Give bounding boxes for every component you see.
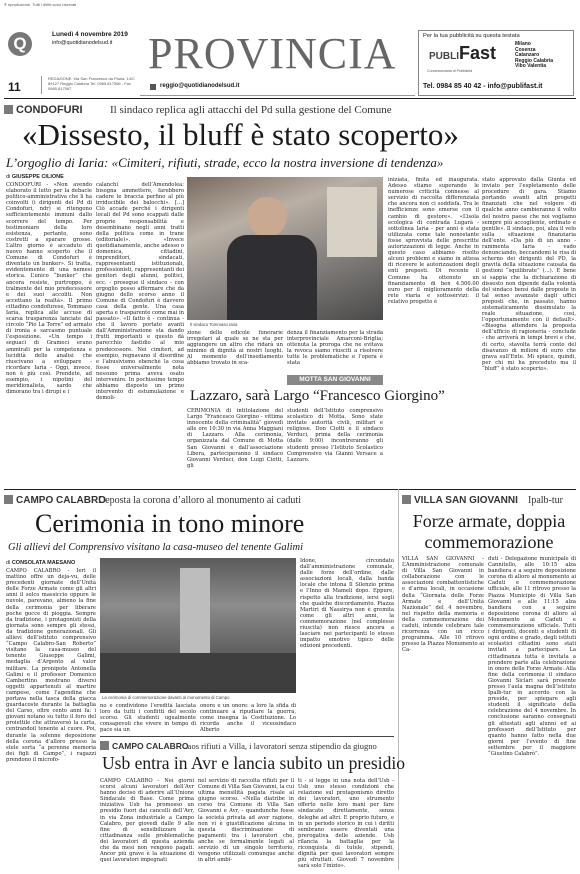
forze-col-2: duti - Delegazione municipale di Cannitello, alle 10:15 alza bandiera e a seguire deposizione corona di alloro al monumento ai Caduti e commemorazione ufficiale, alle 11 ritrovo presso la Piazza Municipio di Villa San Giovanni e alle 11:15 alza bandiera con a seguire deposizione corona di alloro al Monumento ai Caduti e commemorazione ufficiale. Tutti i dirigenti, docenti e studenti di ogni ordine e grado, degli istituti scolastici cittadini sono stati invitati a partecipare. La cittadinanza tutta è invitata a prendere parte alla celebrazione in onore delle Forze Armate. Alla fine della cerimonia il sindaco Giovanni Siclari sarà presente presso l’aula magna dell’istituto Ipalb-tur in accordo con la preside, per spiegare agli studenti il significato della celebrazione del 4 novembre. In conclusione saranno consegnati gli attestati agli alunni ed ai professori dell’Istituto per quanto hanno fatto nella due giorni per l’evento di fine settembre per il maggiore “Giustino Calabrò”.	[488, 556, 576, 757]
main-headline: «Dissesto, il bluff è stato scoperto»	[22, 117, 459, 152]
avr-kicker-text: Caos rifiuti a Villa, i lavoratori senza stipendio da giugno	[182, 741, 377, 751]
copyright-note: ® riproduzione. Tutti i diritti sono riservati	[4, 2, 77, 7]
section-rule	[4, 98, 576, 99]
mayor-photo-caption: Il sindaco Tommaso Iaria	[190, 322, 238, 327]
newspaper-logo-icon: Q	[8, 32, 32, 56]
section-rule-2	[4, 489, 576, 490]
photo-suit	[227, 235, 317, 320]
advert-phone[interactable]: Tel. 0984 85 40 42 - info@publifast.it	[423, 83, 543, 90]
main-col-2: calanchi dell’Amendolea: bisogna ammettere, farebbero cadere le braccia perfino al più irriducibile dei balocchi». [...] Ciò accade perché i dirigenti locali del Pd sono scappati dalle proprie responsabilità e desembinano negli anni tratti della politica come in trane (editoriale)». «Invece quotidianamente, anche adesso o domenica, cittadini, imprenditori, sindacati, rappresentanti istituzionali, professionisti, rappresentanti dei genitori degli alunni, politici, ecc. - prosegue il sindaco - con orgoglio posso affermare che da giugno dello scorso anno il Comune di Condofuri è davvero casa della gente. Una casa aperta e trasparente come mai in passato». «Il fatto è - continua - che il lavoro portato avanti dall’Amministrazione sta dando frutti importanti e questo dà parecchio fastidio al mio predecessore. Nei cimiteri, ad esempio, regnavano il disordine e l’abusivismo ebenchè la cosa fosse universalmente nota nessuno prima aveva osato intervenire. In pochissimo tempo abbiamo disposto un primo intervento di estumulazione e demoli-	[96, 182, 184, 402]
kicker-square-icon	[402, 495, 411, 504]
email-icon	[150, 84, 156, 90]
cerimonia-subhead: Gli allievi del Comprensivo visitano la casa-museo del tenente Galimi	[8, 542, 304, 553]
main-kicker: CONDOFURI	[4, 104, 83, 116]
forze-kicker-text: Ipalb-tur	[528, 495, 563, 506]
ceremony-photo	[100, 558, 296, 693]
page-number: 11	[8, 80, 21, 94]
kicker-square-icon	[4, 495, 13, 504]
ceremony-photo-caption: La cerimonia di commemorazione davanti al monumento di Campo	[102, 695, 230, 700]
avr-col-1: CAMPO CALABRO - Nei giorni scorsi alcuni lavoratori dell’Avr hanno deciso di aderire all’Unione Sindacale di Base. Come prima iniziativa Usb ha promosso un presidio fuori dai cancelli dell’Avr, in via Zona industriale a Campo Calabro, per giovedì dalle 9 alle fine di sensibilizzare la cittadinanza sulle problematiche dei lavoratori di questa azienda che da mesi non vengono pagati. Ancor più grave è la situazione di quei lavoratori impegnati	[100, 778, 194, 864]
main-col-3: zione delle edicole funerarie irregolari al quale se ne sta per aggiungere un altro che ridarà un minimo di dignità ai nostri luoghi. Al momento dell’insediamento abbiamo trovato in sca-	[187, 330, 283, 367]
main-col-5: iniziata, finita ed inaugurata. Adesso stiamo superando le numerose criticità connesse al servizio di raccolta differenziata che ancora non ci soddisfa. Tra le inefficienze sono emerse con il cambio di gestore». «L’isola ecologica di contrada Lugarà - sottolinea Iaria - per anni è stata utilizzata come tale nonostante fosse sprovvista delle prescritte autorizzazioni di legge. Anche in questo caso abbiamo risolto alcuni problemi e siamo in attesa di ricevere le autorizzazioni degli enti preposti. Di recente il Comune ha ottenuto un finanziamento di ben 4.500.00 euro per il miglioramento della rete viaria e sottoservizi: il relativo progetto è	[388, 177, 479, 305]
cerimonia-headline: Cerimonia in tono minore	[35, 509, 305, 538]
avr-headline: Usb entra in Avr e lancia subito un presidio	[102, 753, 405, 773]
cerimonia-col-2: no e condividono l’eredità lasciata loro da tutti i conflitti del secolo scorso. Gli studenti ugualmente consapevoli che vivere in tempo di pace sia un	[100, 703, 196, 733]
cerimonia-byline: di CONSOLATA MAESANO	[6, 560, 76, 566]
advert-cities: Milano Cosenza Catanzaro Reggio Calabria Vibo Valentia	[515, 41, 554, 70]
section-rule-3	[100, 736, 394, 737]
photo-monument	[180, 568, 210, 658]
advert-brand: PUBLIFast	[429, 43, 497, 63]
cerimonia-col-3: onore e un onore: a loro la sfida di continuare a ripudiare la guerra, come insegna la Costituzione. Lo ricorda anche il viceosindaco Alberto	[200, 703, 296, 733]
avr-kicker: CAMPO CALABRO	[100, 741, 189, 751]
photo-crowd	[100, 653, 296, 693]
advert-headline: Per la tua pubblicità su questa testata	[423, 33, 520, 39]
forze-col-1: VILLA SAN GIOVANNI - L’Amministrazione comunale di Villa San Giovanni in collaborazione con le associazioni combattentistiche e d’arma locali, in occasione della “Giornata delle Forze Armate e dell’Unità Nazionale” del 4 novembre, nel rispetto della memoria e della commemorazione dei caduti, intende celebrare tale ricorrenza con un ricco programma. Alle 10 ritrovo presso la Piazza Monumento ai Ca-	[402, 556, 484, 654]
cerimonia-col-1: CAMPO CALABRO - Ieri il mattino offre un deja-vu, delle precedenti giornate dell’Unità delle Forze Armate come gli altri anni il solco massiccio oppure le nuvole, parevano, almeno la fine della cerimonia per liberare poche gocce di pioggia. Sempre da tradizione, i protagonisti della giornata sono sempre gli stessi, da tradizione generazionali. Gli allievi dell’istituto comprensivo “Campo Calabro-San Roberto” visitano la casa-museo del tenente Giuseppe Galimi, medaglia d’Argento al valor militare. La pronipote Antonella Galimi e il professor Domenico Cambertino mostrano diversi oggetti appartenuti al martire campese, come l’agendina che portava nella tasca della giacca guardacoste durante la battaglia del Carso, oltre cento anni fa: i giovani notano su tutto il foro del proiettile che attraversò la carta, centrandoil tenente al cuore. Poi, durante la solenne deposizione della corona d’alloro presso la stele sorta “a perenne memoria dei figli di Campo”, i ragazzi prendono il microfo-	[6, 568, 96, 763]
editorial-address: REDAZIONE: Via San Francesco da Paola, 14/C 89127 Reggio Calabria Tel. 0965.817566 - Fax 0965.817567	[48, 76, 135, 91]
column-divider	[398, 489, 399, 870]
cerimonia-kicker-text: Deposta la corona d’alloro al monumento ai caduti	[98, 495, 301, 506]
avr-col-3: ti - si legge in una nota dell’Usb - Usb uno stesso condizioni che relazione sul protagonismo diretto dei lavoratori, uno strumento offerto nelle loro mani per fare sindacato direttamente, senza deleghe ad altri. E proprio futuro, e in un periodo storico in cui i diritti sembrano essere diventati una prerogativa delle aziende. Usb rilancia la battaglia per la riconquista di tutele, stipendi, dignità per quei lavoratori sempre più sfruttati. Giovedì 7 novembre sarà solo l’inizio».	[298, 778, 394, 870]
masthead-divider	[41, 76, 42, 94]
motta-headline: Lazzaro, sarà Largo “Francesco Giorgino”	[190, 388, 445, 404]
kicker-square-icon	[100, 741, 109, 750]
cerimonia-col-4: Idone, circondato dall’amministrazione comunale, dalle forze dell’ordine, dalle associazioni locali, dalla banda locale che intona Il Silenzio prima e l’Inno di Mameli dopo. Eppure, rispetto alla tradizione, iersi sogli che qualche discordamento. Piazza Martiri di Nassirya non è gremita come gli altri anni, la commemorazione (nel complesso riuscita) non riesce ancora a lasciare nei partecipanti lo stesso impatto emotivo tipico delle edizioni precedenti.	[300, 558, 394, 650]
forze-kicker: VILLA SAN GIOVANNI	[402, 495, 518, 506]
motta-col-2: studenti dell’Istituto comprensivo scolastico di Motta. Sono state invitate autorità civili, militari e religiose. Don Ciotti e il sindaco Verduci, prima della cerimonia (dalle 9:00) incontreranno gli studenti presso l’Istituto Scolastico Comprensivo via Gianni Versace a Lazzaro.	[287, 408, 383, 463]
main-byline: di GIUSEPPE CILIONE	[6, 174, 64, 180]
masthead-rule	[140, 95, 415, 96]
avr-col-2: nel servizio di raccolta rifiuti per il Comune di Villa San Giovanni, la cui ultima mensilità pagata risale al giugno scorso. «Nella diatribe in corso tra Comune di Villa San Giovanni e Avr, - quandunche fosse la società privata ad aver ragione, non vi è giustificazione alcuna in questa discriminazione di pagamenti tra i lavoratori che, anche se formalmente legati al servizio di un singolo territorio, vengono utilizzati comunque anche in altri ambi-	[198, 778, 294, 864]
main-col-6: stato approvato dalla Giunta ed inviato per l’espletamento delle procedure di gara. Stiamo portando avanti altri progetti finanziati che nel volgere di qualche anno cambieranno il volto del nostro paese che noi vogliamo sempre più accogliente, ordinato e gentile». Il sindaco, poi, alza il velo sulla situazione finanziaria dell’ente. «Da più di un anno - rammenta Iaria - vado denunciando, beccandomi le risa di scherno dei dirigenti del PD, la gravità della situazione causata da gestioni “squilibrate” (...). E bene si sappia che la dichiarazione di dissesto non dipende dalla volontà del sindaco bensì dalle proposte in tal senso avanzate dagli uffici preposti che, in passato, hanno sistematicamente dissimulato la reale situazione, così, l’opportunamente con il default». «Bisogna attendere la proposta dell’ufficio di ragioneria - conclude - che arriverà in tempi brevi e che, di certo, stavolta terrà conto del disavanzo di milioni di euro che grava sull’Ente. Mi spiace, quindi, per chi mi ha preceduto ma il “bluff” è stato scoperto».	[482, 177, 576, 372]
main-col-1: CONDOFURI - «Non avendo elaborato il lutto per la debacle politico-amministrativa che li ha coinvolti (i dirigenti del Pd di Condofuri, ndr) si ritengono sufficientemente immuni dallo scorrere del tempo. Per testimoniare della loro esistenza, pertanto, sono costretti a sparare grosse. L’altro giorno è accaduto di nuovo hanno scoperto che il Comune di Condofuri è diventato un bunker». Si tratta, evidentemente di una nemesi storica. L’unico “bunker” che ancora resiste, purtroppo, è tralmente del mio predecessore e dei suoi accoliti. Non accettano la realtà». Il primo cittadino condofurese, Tommaso Iaria, replica alle accuse di scarsa trasparenza lanciate dal circolo “Pio La Torre” ed armato di ironia e sarcasmo puntuale l’esposizione. «Un tempo i seguaci di Grameci erano ammirati per la competenza e lucidità delle analisi che riuscivano a sviluppare - ricordare Iaria - Oggi, invece, non è più così. Prendete, ad esempio, i nipotini del meridionalista, sardo che dimorano tra i dirupi e i	[6, 182, 92, 396]
main-subhead: L’orgoglio di Iaria: «Cimiteri, rifiuti, strade, ecco la nostra inversione di tendenza»	[6, 155, 444, 170]
mayor-photo	[187, 177, 383, 320]
forze-headline: Forze armate, doppia commemorazione	[412, 511, 566, 552]
kicker-square-icon	[4, 105, 13, 114]
contact-email[interactable]: info@quotidianodelsud.it	[52, 40, 113, 46]
main-col-4: denza il finanziamento per la strada interprovinciale Amarconi-Briglia; ottenuta la proroga che ne evitava la revoca siamo riusciti a risolvere tutte le problematiche e l’opera è stata	[287, 330, 383, 367]
motta-col-1: CERIMONIA di intitolazione del Largo “Francesco Giorgino - vittima innocente della criminalità” giovedì alle ore 10:30 in via Anna Maggiani di Lazzaro. Alla cerimonia, organizzata dal Comune di Motta San Giovanni e dall’associazione Libera, parteciperanno il sindaco Giovanni Verduci, don Luigi Ciotti, gli	[187, 408, 283, 469]
issue-date: Lunedì 4 novembre 2019	[52, 31, 128, 38]
photo-window	[327, 187, 377, 257]
editorial-email[interactable]: reggio@quotidianodelsud.it	[160, 83, 240, 89]
photo-face	[247, 197, 287, 237]
main-kicker-text: Il sindaco replica agli attacchi del Pd sulla gestione del Comune	[110, 104, 392, 116]
motta-kicker: MOTTA SAN GIOVANNI	[287, 375, 383, 385]
cerimonia-kicker: CAMPO CALABRO	[4, 495, 106, 506]
section-title: PROVINCIA	[148, 29, 397, 78]
publifast-advert[interactable]	[418, 30, 574, 96]
advert-brand-subtitle: Concessionaria di Pubblicità	[427, 69, 473, 73]
